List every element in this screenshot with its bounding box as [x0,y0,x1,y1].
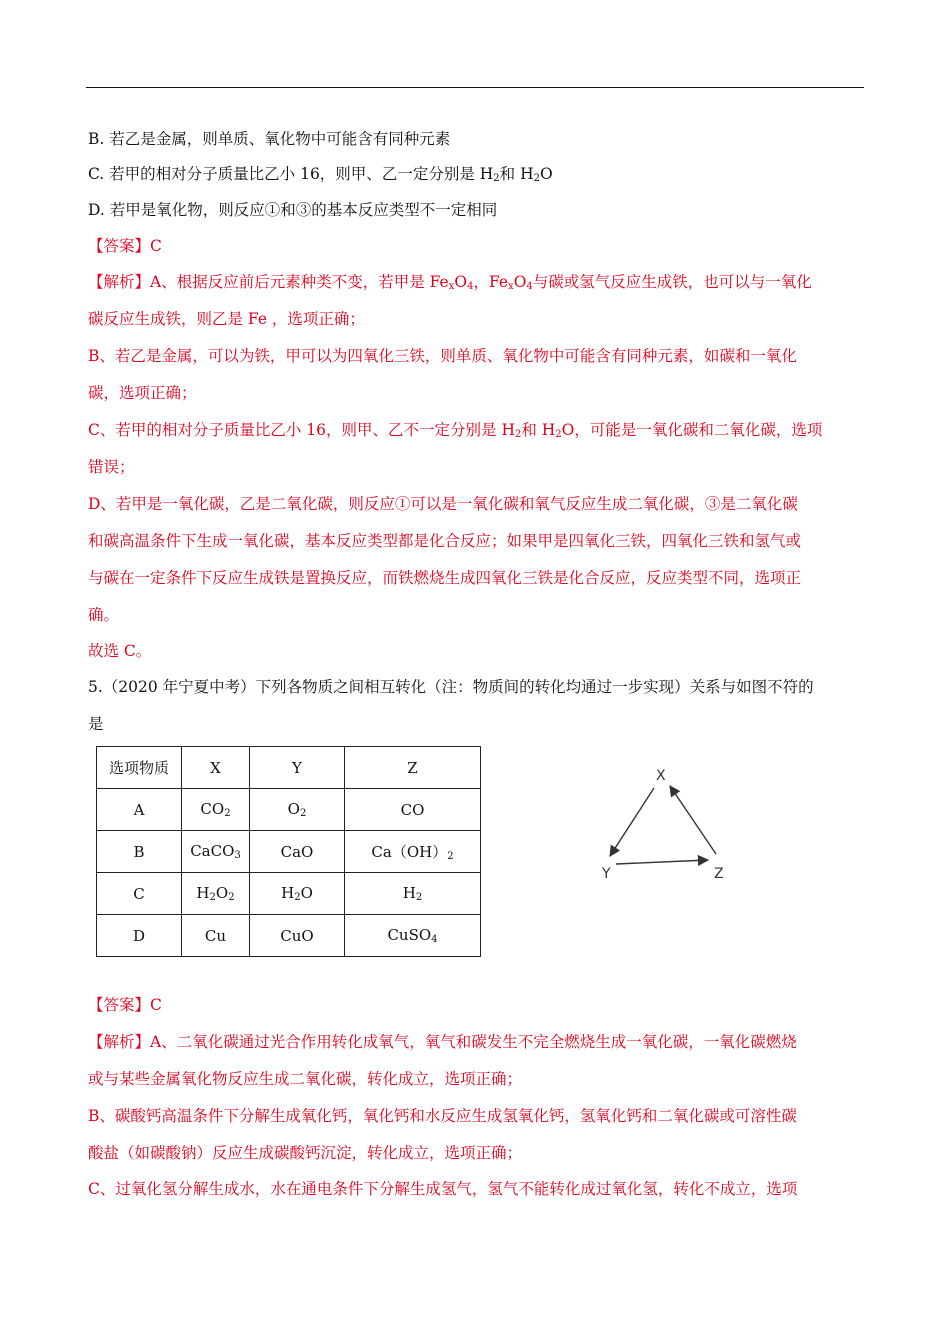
table-row [97,915,481,957]
q5-analysis-b2: 酸盐（如碳酸钠）反应生成碳酸钙沉淀，转化成立，选项正确； [88,1144,523,1162]
table-header-cell: X [182,747,250,789]
q5-stem-2: 是 [88,715,104,733]
q4-analysis-d2: 和碳高温条件下生成一氧化碳，基本反应类型都是化合反应；如果甲是四氧化三铁，四氧化三铁和氢气或 [88,532,802,550]
table-cell: A [97,789,182,831]
table-row [97,831,481,873]
q4-analysis-b1: B、若乙是金属，可以为铁，甲可以为四氧化三铁，则单质、氧化物中可能含有同种元素，如碳和一氧化 [88,347,797,365]
table-header-cell: Z [345,747,481,789]
q4-analysis-b2: 碳，选项正确； [88,384,197,402]
q5-analysis-c1: C、过氧化氢分解生成水，水在通电条件下分解生成氢气，氢气不能转化成过氧化氢，转化不成立，选项 [88,1180,798,1198]
table-cell: Cu [182,915,250,957]
q5-analysis-a2: 或与某些金属氧化物反应生成二氧化碳，转化成立，选项正确； [88,1070,523,1088]
options-table [96,746,481,957]
table-cell: CaO [250,831,345,873]
table-cell: B [97,831,182,873]
q4-analysis-c1: C、若甲的相对分子质量比乙小 16，则甲、乙不一定分别是 $H_2$和 $H_2O$，可能是一氧化碳和二氧化碳，选项 [88,421,823,440]
table-header-cell: Y [250,747,345,789]
option-c: C. 若甲的相对分子质量比乙小 16，则甲、乙一定分别是 $H_2$和 $H_2O$ [88,165,553,184]
option-d: D. 若甲是氧化物，则反应①和③的基本反应类型不一定相同 [88,201,498,219]
table-header-row [97,747,481,789]
q4-analysis-a1: 【解析】A、根据反应前后元素种类不变，若甲是 $Fe_xO_4$，$Fe_xO_4$与碳或氢气反应生成铁，也可以与一氧化 [88,273,812,292]
table-cell: $H_2O$ [250,873,345,915]
header-rule [86,87,864,88]
q4-analysis-d1: D、若甲是一氧化碳，乙是二氧化碳，则反应①可以是一氧化碳和氧气反应生成二氧化碳，③是二氧化碳 [88,495,798,513]
arrow-z-to-x [670,786,716,854]
node-z: Z [714,866,724,882]
table-row [97,789,481,831]
q5-answer: 【答案】C [88,996,162,1014]
table-cell: C [97,873,182,915]
option-b: B. 若乙是金属，则单质、氧化物中可能含有同种元素 [88,130,451,148]
table-cell: $Ca(OH)_2$ [345,831,481,873]
table-cell: CuO [250,915,345,957]
node-x: X [656,768,666,784]
q4-analysis-d3: 与碳在一定条件下反应生成铁是置换反应，而铁燃烧生成四氧化三铁是化合反应，反应类型不同，选项正 [88,569,802,587]
arrow-x-to-y [610,788,654,856]
node-y: Y [602,866,611,882]
table-cell: CO [345,789,481,831]
table-cell: $H_2$ [345,873,481,915]
q4-analysis-c2: 错误； [88,458,135,476]
table-cell: $CO_2$ [182,789,250,831]
table-cell: $H_2O_2$ [182,873,250,915]
table-cell: CaCO$_3$ [182,831,250,873]
q4-answer: 【答案】C [88,237,162,255]
q5-stem-1: 5.（2020 年宁夏中考）下列各物质之间相互转化（注：物质间的转化均通过一步实现）关系与如图不符的 [88,678,814,696]
table-cell: CuSO$_4$ [345,915,481,957]
q5-analysis-b1: B、碳酸钙高温条件下分解生成氧化钙，氧化钙和水反应生成氢氧化钙，氢氧化钙和二氧化碳或可溶性碳 [88,1107,797,1125]
conversion-diagram [590,760,740,890]
table-header-cell: 选项物质 [97,747,182,789]
arrow-y-to-z [616,860,708,864]
q4-analysis-d4: 确。 [88,606,120,624]
q4-conclusion: 故选 C。 [88,642,152,660]
table-cell: $O_2$ [250,789,345,831]
q5-analysis-a1: 【解析】A、二氧化碳通过光合作用转化成氧气，氧气和碳发生不完全燃烧生成一氧化碳，一氧化碳燃烧 [88,1033,797,1051]
table-cell: D [97,915,182,957]
table-row [97,873,481,915]
q4-analysis-a2: 碳反应生成铁，则乙是 Fe ，选项正确； [88,310,365,328]
